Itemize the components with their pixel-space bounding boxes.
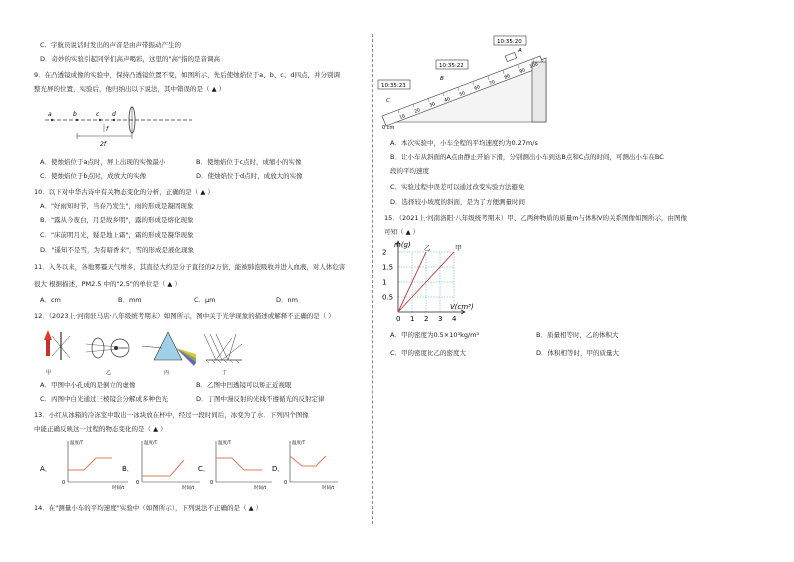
q15-option-b: B．质量相等时，乙的体积大 [536,331,619,339]
q9-option-b: B．使烛焰位于c点时，成缩小的实像 [196,158,302,166]
q9-option-c: C．使烛焰位于b点时，成放大的实像 [40,172,147,180]
q14-option-a: A．本次实验中，小车全程的平均速度约为0.27m/s [390,139,538,147]
incline-point-b: B [440,76,444,82]
x-axis-label: V(cm³) [450,303,474,311]
q14-option-b-line2: 段的平均速度 [390,167,429,175]
q14-incline-figure [378,36,558,132]
q10-option-c: C．"床前明月光，疑是地上霜"，霜的形成是凝华现象 [40,231,194,239]
q10-stem: 10．以下对中华古诗中有关物态变化的分析，正确的是（ ▲ ） [34,188,214,196]
ruler-tick-10: 10 [398,114,407,121]
q10-option-b: B．"露从今夜白，月是故乡明"，露的形成是熔化现象 [40,216,194,224]
q12-option-a: A．甲图中小孔成的是倒立的虚像 [40,381,136,389]
q13-zero-b: 0 [136,480,140,486]
toy-cart [505,52,516,61]
q13-ylabel-b: 温度/T [144,441,158,446]
y-tick-label-1: 1 [382,278,387,287]
q13-zero-c: 0 [210,480,214,486]
ruler-tick-50: 50 [458,91,467,98]
x-tick-label-0: 0 [396,315,401,323]
fig12-label-bing: 丙 [164,370,170,376]
clock-time-a: 10:35:20 [497,39,522,45]
q12-optics-figure [36,328,246,378]
q15-option-a: A．甲的密度为0.5×10³kg/m³ [390,331,480,339]
q9-option-d: D．使烛焰位于d点时，成放大的实像 [196,172,303,180]
q13-ylabel-d: 温度/T [292,441,306,446]
q13-stem-line1: 13．小红从冰箱的冷冻室中取出一冰块放在杯中，经过一段时间后，冰变为了水．下列四个图像 [34,411,309,419]
ruler-tick-70: 70 [488,80,497,87]
incline-point-c: C [386,98,390,104]
q12-option-d: D．丁图中漫反射的光线不遵循光的反射定律 [196,395,325,403]
x-tick-label-1: 1 [410,315,415,323]
q13-xlabel-d: 时间/t [322,486,335,491]
y-tick-label-2: 1.5 [382,263,394,272]
y-tick-label-0: 0.5 [382,293,394,302]
ruler-tick-90: 90 [518,68,527,75]
x-tick-label-2: 2 [424,315,429,323]
incline-point-a: A [518,48,522,54]
clock-time-c: 10:35:23 [381,83,406,89]
q15-stem-line2: 可知（ ▲ ） [384,228,420,236]
q13-graph-d [272,439,338,491]
q14-option-d: D．选择较小坡度的斜面，是为了方便测量时间 [390,198,526,206]
q8-option-c: C．宇航员说话时发出的声音是由声带振动产生的 [40,41,182,49]
q9-lens-figure [40,102,200,152]
x-tick-label-3: 3 [438,315,443,323]
fig9-label-c: c [96,111,100,118]
q13-label-c: C． [198,465,210,473]
fig9-label-f: f [106,126,109,133]
fig9-label-d: d [112,111,116,118]
q13-xlabel-a: 时间/t [112,486,125,491]
q10-option-a: A．"好雨知时节，当春乃发生"，雨的形成是凝固现象 [40,202,194,210]
q11-stem-line1: 11．入冬以来，各地雾霾天气增多，其直径大约是分子直径的2万倍，能被肺泡吸收并进入血液，对人体危害 [34,263,346,271]
q13-xlabel-b: 时间/t [182,486,195,491]
fig12-label-yi: 乙 [106,370,112,376]
column-divider [372,34,373,524]
fig9-label-b: b [73,111,77,118]
q13-label-d: D． [272,465,285,473]
q15-stem-line1: 15．（2021上·河南洛阳·八年级统考期末）甲、乙两种物质的质量m与体积V的关系图像如图所示，由图像 [384,214,687,222]
q12-option-c: C．丙图中白光通过三棱镜会分解成多种色光 [40,395,169,403]
q15-mass-volume-chart [382,238,482,330]
q13-label-a: A． [40,465,52,473]
y-tick-label-3: 2 [382,248,387,257]
fig9-label-2f: 2f [100,141,106,148]
series-label-1: 乙 [424,244,431,252]
q11-option-c: C．μm [194,296,216,304]
q11-stem-line2: 很大 根据描述，PM2.5 中的"2.5"的单位是（ ▲ ） [34,280,181,288]
series-label-0: 甲 [455,244,462,252]
q12-option-b: B．乙图中凹透镜可以矫正近视眼 [196,381,292,389]
y-axis-label: m(g) [394,241,411,249]
q10-option-d: D．"遥知不是雪，为有暗香来"，雪的形成是液化现象 [40,246,194,254]
ruler-tick-80: 80 [503,74,512,81]
ruler-tick-30: 30 [428,102,437,109]
ruler-tick-100: 100 [528,62,539,70]
ruler-tick-40: 40 [443,97,452,104]
q13-graph-c [198,439,272,491]
q13-graph-a [40,439,128,491]
q13-graph-b [122,439,200,491]
ruler-tick-60: 60 [473,85,482,92]
q14-option-b-line1: B．让小车从斜面的A点由静止开始下滑，分别测出小车到达B点和C点的时间，可测出小车在BC [390,153,664,161]
q13-ylabel-c: 温度/T [218,441,232,446]
q13-zero-a: 0 [62,480,66,486]
q13-xlabel-c: 时间/t [254,486,267,491]
q14-option-c: C．实验过程中误差可以通过改变实验方法避免 [390,183,525,191]
q9-stem-line2: 整光屏的位置，实验后，他归纳出以下说法，其中错误的是（ ▲ ） [34,85,226,93]
ruler-zero-cm: 0 cm [382,125,395,131]
ruler-tick-20: 20 [413,108,422,115]
q9-stem-line1: 9．在凸透镜成像的实验中，保持凸透镜位置不变，如图所示，先后使烛焰位于a、b、c、d四点，并分别调 [34,71,340,79]
fig12-label-ding: 丁 [222,370,228,376]
q15-option-c: C．甲的密度比乙的密度大 [390,349,467,357]
clock-time-b: 10:35:22 [439,63,464,69]
q13-graphs [40,438,340,490]
q13-ylabel-a: 温度/T [70,441,84,446]
q13-stem-line2: 中能正确反映这一过程的物态变化的是（ ▲ ） [34,425,167,433]
q14-stem: 14．在"测量小车的平均速度"实验中（如图所示），下列说法不正确的是（ ▲ ） [34,504,263,512]
q12-stem: 12．（2023上·河南驻马店·八年级统考期末）如图所示，图中关于光学现象的描述或解释不正确的是（ ） [34,312,335,320]
q9-option-a: A．使烛焰位于a点时，屏上出现的实像最小 [40,158,166,166]
q15-option-d: D．体积相等时，甲的质量大 [536,349,620,357]
fig12-label-jia: 甲 [46,370,52,376]
x-tick-label-4: 4 [452,315,457,323]
q11-option-a: A．cm [40,296,61,304]
q8-option-d: D．奇妙的实验引起同学们高声喝彩，这里的"高"指的是音调高 [40,55,220,63]
q13-label-b: B． [122,465,134,473]
q11-option-d: D．nm [276,296,298,304]
q11-option-b: B．mm [118,296,142,304]
fig9-label-a: a [48,111,52,118]
q13-zero-d: 0 [284,480,288,486]
